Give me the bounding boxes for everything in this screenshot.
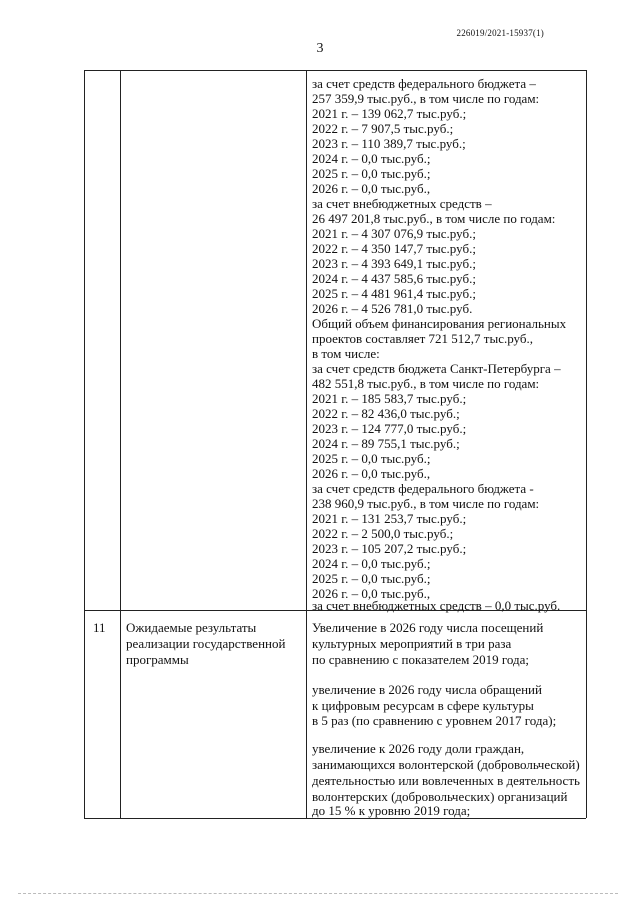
financing-line: 2023 г. – 105 207,2 тыс.руб.; — [312, 541, 467, 556]
financing-line: 2024 г. – 4 437 585,6 тыс.руб.; — [312, 271, 476, 286]
financing-line: 2024 г. – 0,0 тыс.руб.; — [312, 151, 431, 166]
row-number: 11 — [93, 620, 106, 635]
financing-line: 2022 г. – 2 500,0 тыс.руб.; — [312, 526, 454, 541]
financing-line: 2026 г. – 4 526 781,0 тыс.руб. — [312, 301, 473, 316]
financing-line: 2022 г. – 7 907,5 тыс.руб.; — [312, 121, 454, 136]
financing-line: 238 960,9 тыс.руб., в том числе по годам: — [312, 496, 540, 511]
financing-line: Общий объем финансирования региональных — [312, 316, 567, 331]
result-line: увеличение в 2026 году числа обращений — [312, 682, 542, 697]
financing-line: за счет средств бюджета Санкт-Петербурга – — [312, 361, 561, 376]
financing-line: проектов составляет 721 512,7 тыс.руб., — [312, 331, 533, 346]
result-line: Увеличение в 2026 году числа посещений — [312, 620, 544, 635]
financing-line: 482 551,8 тыс.руб., в том числе по годам: — [312, 376, 540, 391]
result-line: деятельностью или вовлеченных в деятельность — [312, 773, 580, 788]
result-line: по сравнению с показателем 2019 года; — [312, 652, 529, 667]
financing-line: 2021 г. – 185 583,7 тыс.руб.; — [312, 391, 467, 406]
result-line: занимающихся волонтерской (добровольческой) — [312, 757, 580, 772]
financing-line: 2025 г. – 0,0 тыс.руб.; — [312, 571, 431, 586]
scan-edge-line — [18, 893, 618, 894]
financing-line: 2021 г. – 131 253,7 тыс.руб.; — [312, 511, 467, 526]
financing-line: 2021 г. – 139 062,7 тыс.руб.; — [312, 106, 467, 121]
financing-line: 2024 г. – 89 755,1 тыс.руб.; — [312, 436, 460, 451]
column-divider-1 — [120, 70, 121, 818]
financing-line: 2026 г. – 0,0 тыс.руб., — [312, 586, 431, 601]
financing-line: 2025 г. – 0,0 тыс.руб.; — [312, 451, 431, 466]
result-line: к цифровым ресурсам в сфере культуры — [312, 698, 534, 713]
result-line: в 5 раз (по сравнению с уровнем 2017 года); — [312, 713, 557, 728]
financing-line: 26 497 201,8 тыс.руб., в том числе по годам: — [312, 211, 556, 226]
page-number: 3 — [316, 41, 324, 56]
result-line: до 15 % к уровню 2019 года; — [312, 803, 471, 818]
table-top-border — [84, 70, 586, 71]
table-right-border — [586, 70, 587, 818]
financing-line: за счет внебюджетных средств – 0,0 тыс.руб. — [312, 598, 561, 613]
result-line: волонтерских (добровольческих) организаций — [312, 789, 568, 804]
result-line: культурных мероприятий в три раза — [312, 636, 512, 651]
financing-line: 2023 г. – 110 389,7 тыс.руб.; — [312, 136, 466, 151]
financing-line: 2024 г. – 0,0 тыс.руб.; — [312, 556, 431, 571]
financing-line: 2025 г. – 0,0 тыс.руб.; — [312, 166, 431, 181]
row-label-line: реализации государственной — [126, 636, 286, 651]
financing-line: 2021 г. – 4 307 076,9 тыс.руб.; — [312, 226, 476, 241]
document-id: 226019/2021-15937(1) — [456, 28, 544, 38]
column-divider-2 — [306, 70, 307, 818]
financing-line: в том числе: — [312, 346, 380, 361]
financing-line: 2025 г. – 4 481 961,4 тыс.руб.; — [312, 286, 476, 301]
financing-line: 257 359,9 тыс.руб., в том числе по годам: — [312, 91, 540, 106]
financing-line: 2023 г. – 4 393 649,1 тыс.руб.; — [312, 256, 476, 271]
row-label — [126, 620, 304, 668]
financing-line: 2026 г. – 0,0 тыс.руб., — [312, 466, 431, 481]
financing-line: 2022 г. – 4 350 147,7 тыс.руб.; — [312, 241, 476, 256]
row-label-line: программы — [126, 652, 189, 667]
financing-line: 2022 г. – 82 436,0 тыс.руб.; — [312, 406, 460, 421]
financing-line: за счет внебюджетных средств – — [312, 196, 492, 211]
financing-line: за счет средств федерального бюджета – — [312, 76, 536, 91]
row-label-line: Ожидаемые результаты — [126, 620, 257, 635]
result-line: увеличение к 2026 году доли граждан, — [312, 741, 525, 756]
financing-line: 2026 г. – 0,0 тыс.руб., — [312, 181, 431, 196]
financing-line: за счет средств федерального бюджета - — [312, 481, 534, 496]
table-left-border — [84, 70, 85, 818]
financing-line: 2023 г. – 124 777,0 тыс.руб.; — [312, 421, 467, 436]
